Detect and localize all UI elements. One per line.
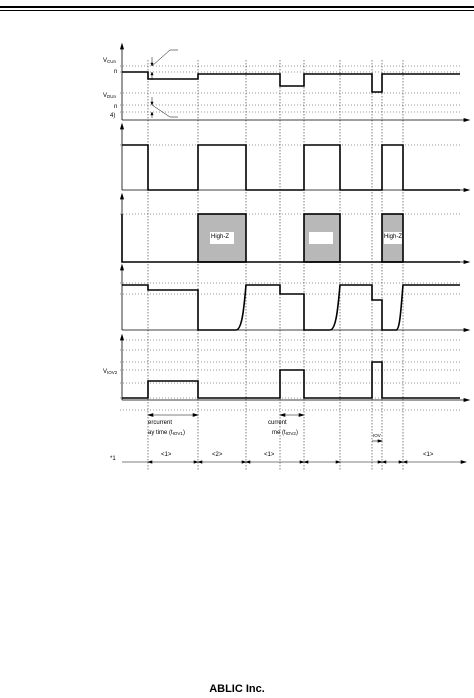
footer-company: ABLIC Inc. xyxy=(209,683,265,695)
highz-label-1: High-Z xyxy=(211,234,230,240)
note-4: 4) xyxy=(110,113,116,119)
axis-arrow xyxy=(464,399,469,402)
overcurrent-delay-line2: ay time $(t_{IOV1})$ xyxy=(148,430,185,436)
trace-cell-voltage xyxy=(122,72,460,92)
vdu-sub: DUn xyxy=(107,94,117,99)
highz-label-bg xyxy=(309,232,333,244)
axis-arrow xyxy=(121,265,124,270)
viov2-label xyxy=(103,369,117,376)
iov-small-label: IOV xyxy=(373,433,381,438)
axis-arrow xyxy=(464,261,469,264)
axis-arrow xyxy=(121,335,124,340)
vdu-label xyxy=(103,93,116,100)
axis-arrow xyxy=(464,119,469,122)
axis-arrow xyxy=(464,189,469,192)
current-delay-line1: current xyxy=(268,420,287,426)
vcu-n: n xyxy=(114,69,118,75)
timing-markers xyxy=(148,60,403,470)
phase-label-2: <2> xyxy=(212,452,223,458)
vcu-sub: CUn xyxy=(107,59,117,64)
viov2-sub: IOV2 xyxy=(107,370,118,375)
viov2-main: V xyxy=(103,369,108,375)
axis-arrow xyxy=(121,194,124,199)
current-delay-sub: IOV2 xyxy=(285,431,296,436)
phase-label-1c: <1> xyxy=(423,452,434,458)
overcurrent-delay-sub: IOV1 xyxy=(172,431,183,436)
axis-arrow xyxy=(464,329,469,332)
delay-arrows xyxy=(148,414,382,443)
threshold-callouts xyxy=(151,50,178,118)
trace-output-highz xyxy=(122,214,460,262)
phase-bar xyxy=(122,461,466,464)
phase-label-1a: <1> xyxy=(161,452,172,458)
trace-recovery xyxy=(122,285,460,330)
footnote-star1: *1 xyxy=(110,456,116,462)
vdu-n: n xyxy=(114,104,118,110)
highz-label-3: High-Z xyxy=(384,234,403,240)
current-delay-line2: me $(t_{IOV2})$ xyxy=(272,430,298,436)
overcurrent-delay-text: ay time (t xyxy=(148,430,173,436)
axes xyxy=(121,44,470,402)
axis-arrow xyxy=(121,44,124,49)
current-delay-text: me (t xyxy=(272,430,286,436)
vcu-label xyxy=(103,58,116,65)
axis-arrow xyxy=(121,124,124,129)
reference-lines xyxy=(120,66,460,410)
trace-overcurrent xyxy=(122,362,460,398)
vdu-main: V xyxy=(103,93,108,99)
vcu-main: V xyxy=(103,58,108,64)
overcurrent-delay-line1: ercurrent xyxy=(148,420,173,426)
trace-control-pulses xyxy=(122,145,460,190)
phase-label-1b: <1> xyxy=(264,452,275,458)
